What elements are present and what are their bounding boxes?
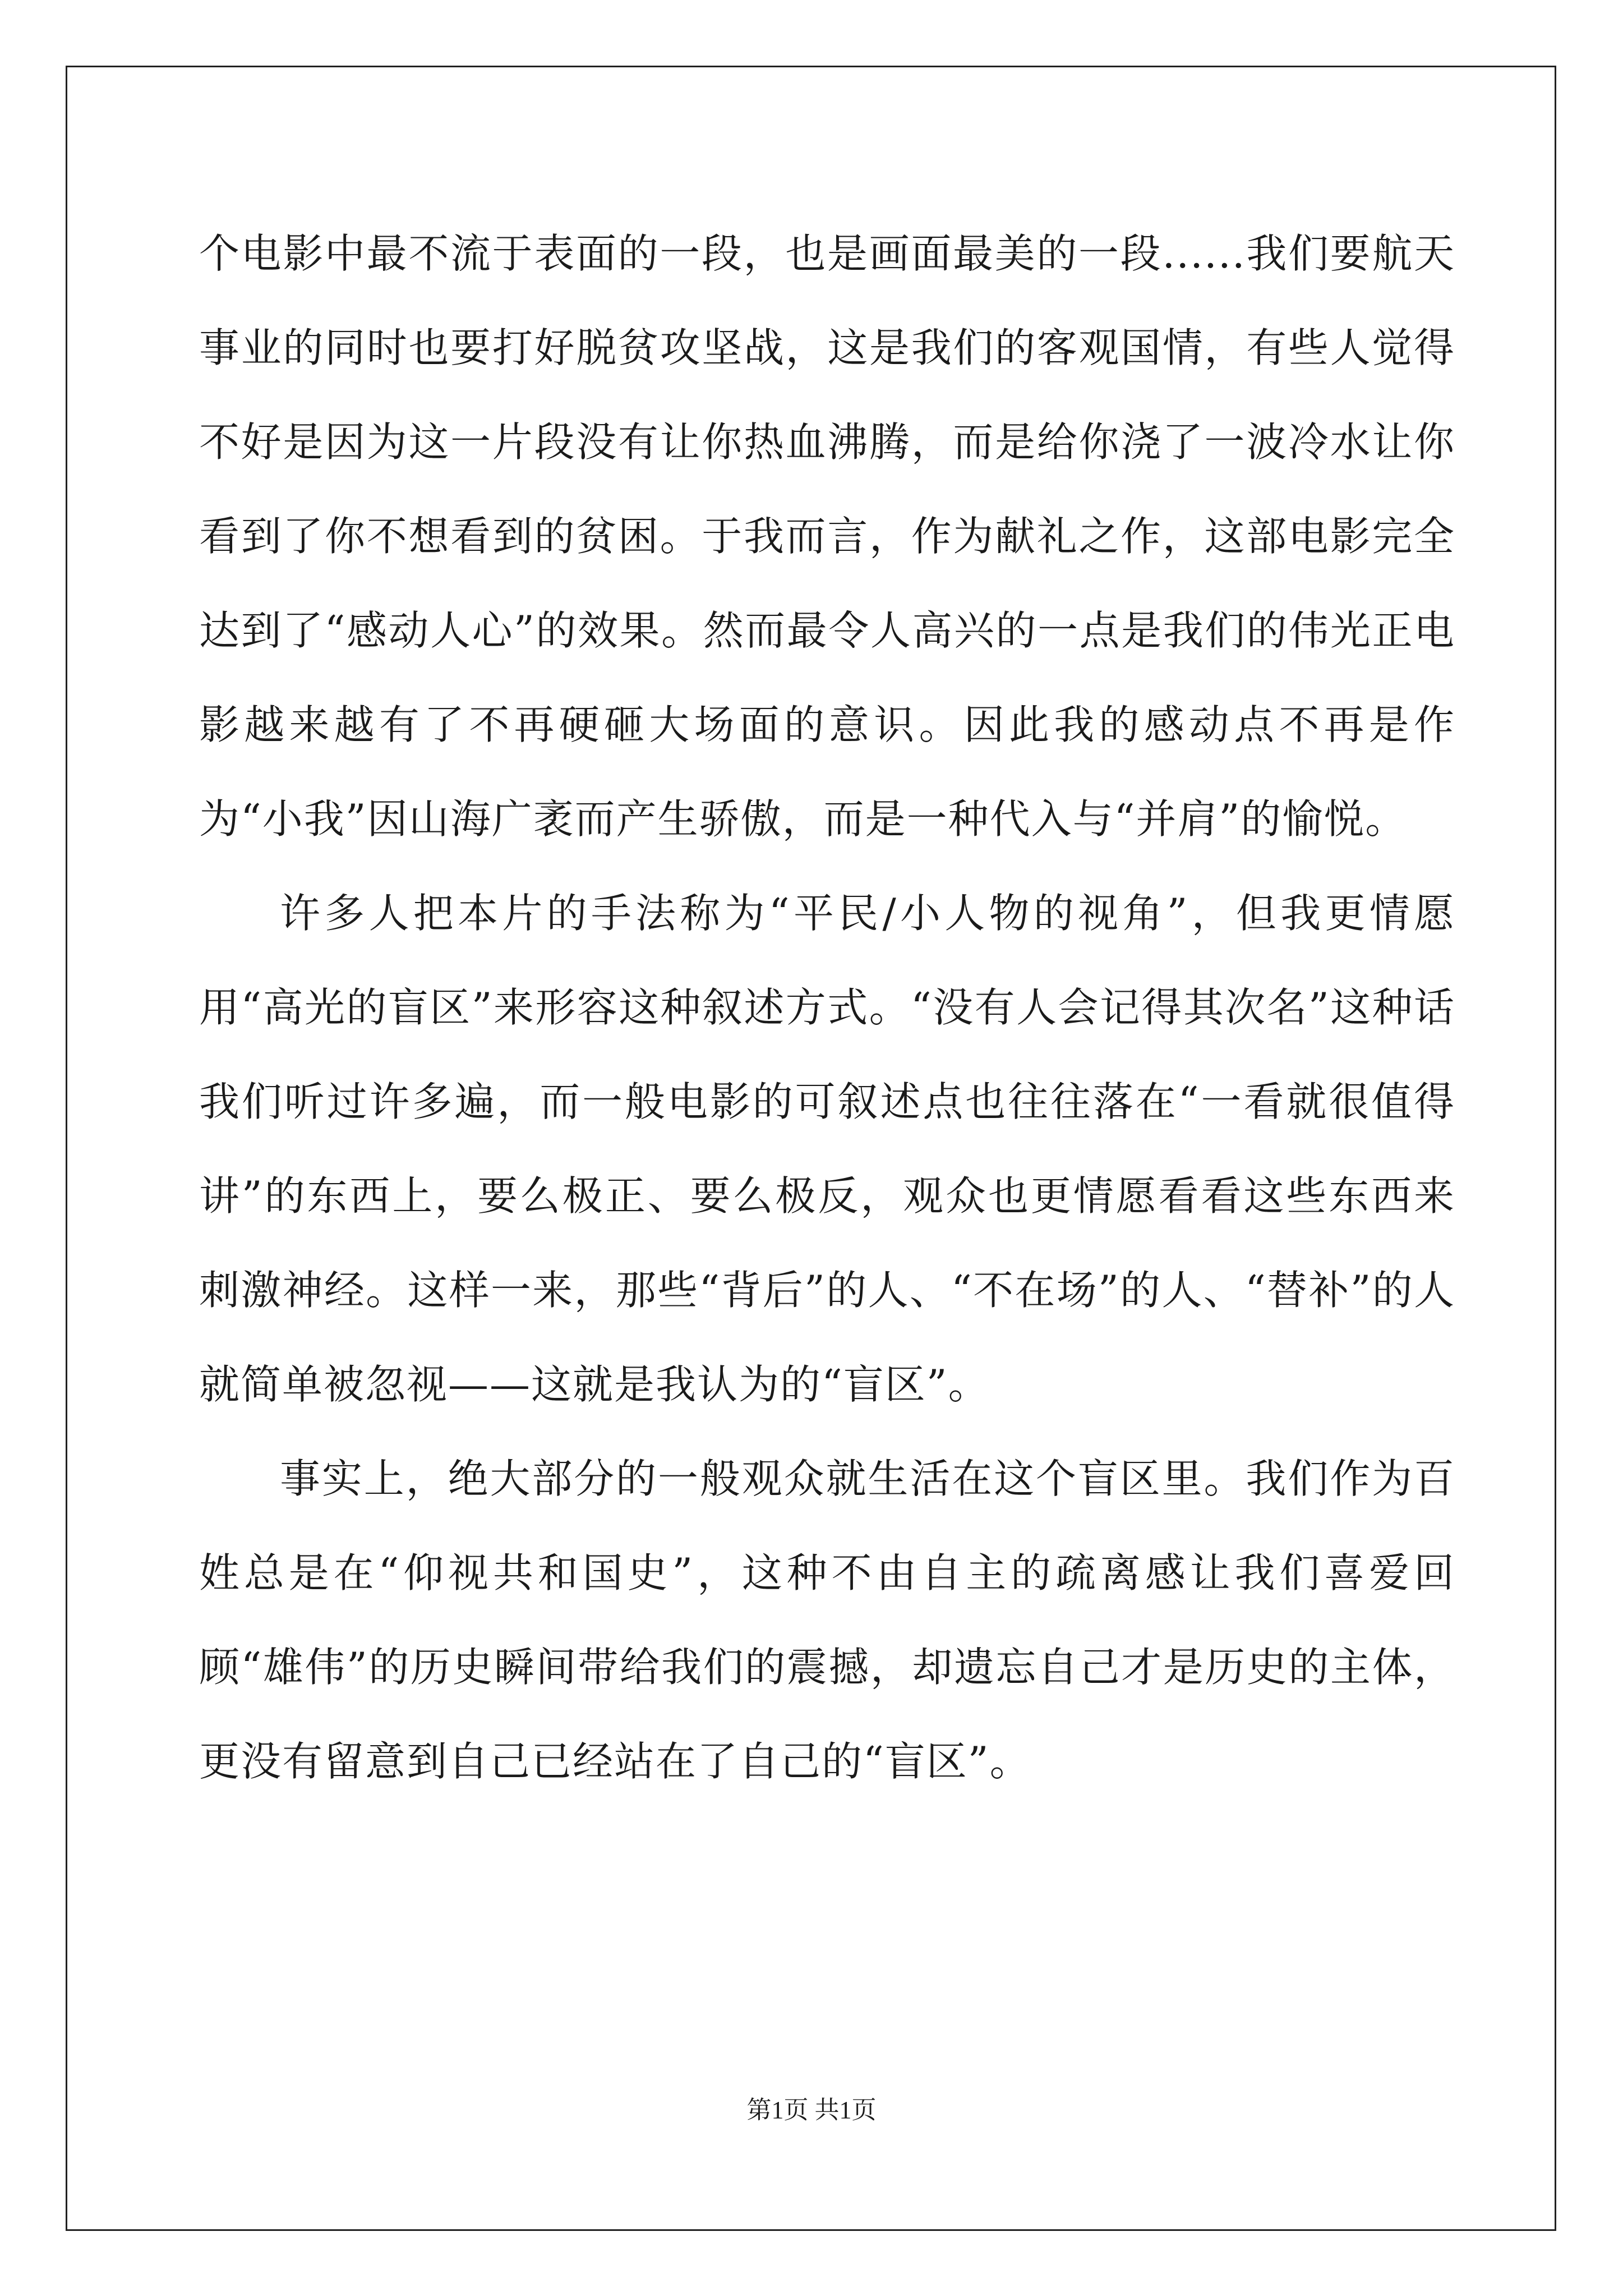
paragraph-2: 许多人把本片的手法称为“平民/小人物的视角”，但我更情愿用“高光的盲区”来形容这种叙述方式。“没有人会记得其次名”这种话我们听过许多遍，而一般电影的可叙述点也往往落在“一看就很值得讲”的东西上，要么极正、要么极反，观众也更情愿看看这些东西来刺激神经。这样一来，那些“背后”的人、“不在场”的人、“替补”的人就简单被忽视——这就是我认为的“盲区”。 bbox=[199, 890, 1455, 1408]
page-footer: 第1页 共1页 bbox=[746, 2096, 877, 2124]
paragraph-1: 个电影中最不流于表面的一段，也是画面最美的一段......我们要航天事业的同时也要打好脱贫攻坚战，这是我们的客观国情，有些人觉得不好是因为这一片段没有让你热血沸腾，而是给你浇了一波冷水让你看到了你不想看到的贫困。于我而言，作为献礼之作，这部电影完全达到了“感动人心”的效果。然而最令人高兴的一点是我们的伟光正电影越来越有了不再硬砸大场面的意识。因此我的感动点不再是作为“小我”因山海广袤而产生骄傲，而是一种代入与“并肩”的愉悦。 bbox=[199, 230, 1455, 843]
paragraph-3: 事实上，绝大部分的一般观众就生活在这个盲区里。我们作为百姓总是在“仰视共和国史”，这种不由自主的疏离感让我们喜爱回顾“雄伟”的历史瞬间带给我们的震撼，却遗忘自己才是历史的主体，更没有留意到自己已经站在了自己的“盲区”。 bbox=[199, 1455, 1455, 1785]
document-body bbox=[199, 206, 1455, 1809]
